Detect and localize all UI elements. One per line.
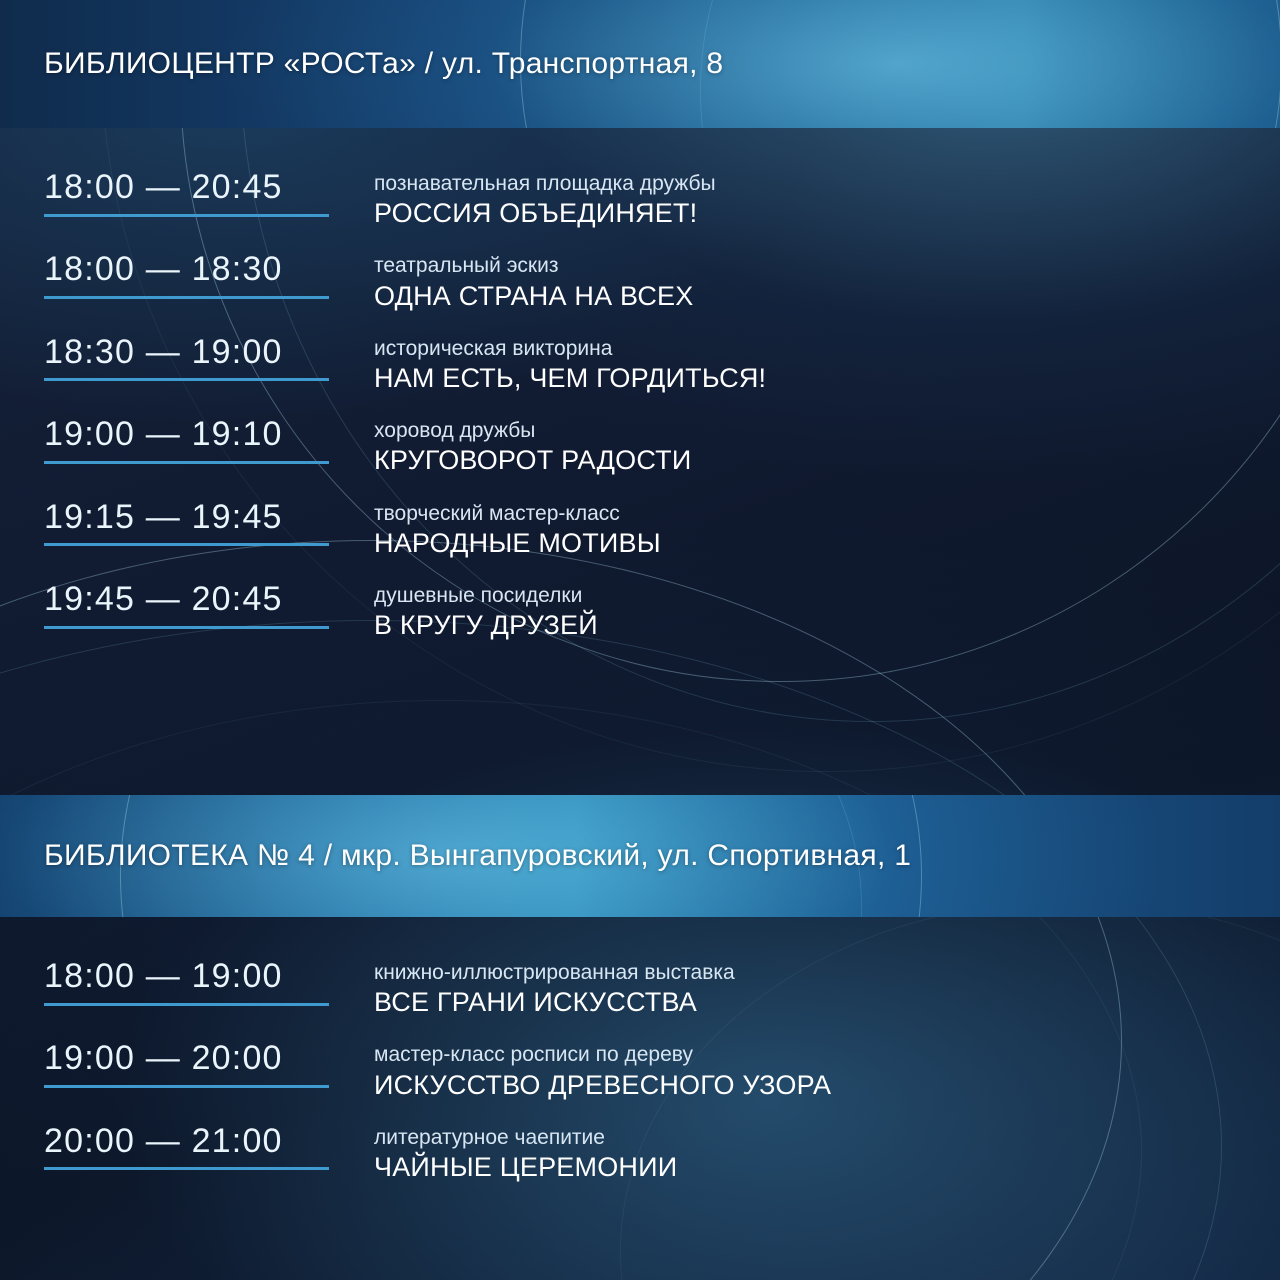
event-text-cell — [374, 580, 598, 640]
event-text-cell — [374, 168, 716, 228]
time-underline — [44, 214, 329, 217]
event-text-cell — [374, 1039, 831, 1099]
time-underline — [44, 543, 329, 546]
event-row — [44, 168, 1280, 228]
event-text-cell — [374, 415, 691, 475]
venue-schedule-2 — [0, 917, 1280, 1280]
event-kind: историческая викторина — [374, 336, 613, 360]
event-name: ИСКУССТВО ДРЕВЕСНОГО УЗОРА — [374, 1069, 832, 1100]
event-time-cell — [44, 168, 374, 217]
time-underline — [44, 1003, 329, 1006]
event-row — [44, 333, 1280, 393]
event-name: НАМ ЕСТЬ, ЧЕМ ГОРДИТЬСЯ! — [374, 362, 767, 393]
event-row — [44, 1122, 1280, 1182]
venue-title-1: БИБЛИОЦЕНТР «РОСТа» / ул. Транспортная, 8 — [44, 47, 724, 80]
event-kind: творческий мастер-класс — [374, 501, 620, 525]
event-time-cell — [44, 415, 374, 464]
event-time-cell — [44, 957, 374, 1006]
event-text-cell — [374, 333, 766, 393]
event-time: 19:45 — 20:45 — [44, 579, 283, 618]
time-underline — [44, 296, 329, 299]
event-kind: книжно-иллюстрированная выставка — [374, 961, 735, 984]
event-time: 19:00 — 20:00 — [44, 1039, 283, 1078]
event-name: ВСЕ ГРАНИ ИСКУССТВА — [374, 987, 697, 1018]
event-time: 18:00 — 20:45 — [44, 168, 283, 206]
event-row — [44, 580, 1280, 640]
event-time: 18:30 — 19:00 — [44, 332, 283, 371]
event-time: 19:15 — 19:45 — [44, 497, 283, 536]
event-kind: познавательная площадка дружбы — [374, 172, 716, 195]
event-kind: литературное чаепитие — [374, 1125, 605, 1149]
venue-header-band-2 — [0, 795, 1280, 917]
event-row — [44, 1039, 1280, 1099]
event-time-cell — [44, 580, 374, 629]
time-underline — [44, 1085, 329, 1088]
swirl-arc-decoration — [700, 0, 1280, 128]
event-time: 18:00 — 18:30 — [44, 250, 283, 289]
event-kind: душевные посиделки — [374, 583, 583, 607]
event-text-cell — [374, 1122, 677, 1182]
event-row — [44, 498, 1280, 558]
event-list-2 — [0, 917, 1280, 1182]
event-time-cell — [44, 498, 374, 547]
venue-schedule-1 — [0, 128, 1280, 795]
event-text-cell — [374, 957, 735, 1017]
event-row — [44, 957, 1280, 1017]
time-underline — [44, 378, 329, 381]
event-kind: хоровод дружбы — [374, 419, 536, 443]
event-row — [44, 250, 1280, 310]
event-name: В КРУГУ ДРУЗЕЙ — [374, 610, 598, 641]
event-name: КРУГОВОРОТ РАДОСТИ — [374, 445, 692, 476]
event-time: 18:00 — 19:00 — [44, 957, 283, 995]
event-text-cell — [374, 498, 661, 558]
event-name: ОДНА СТРАНА НА ВСЕХ — [374, 280, 694, 311]
time-underline — [44, 461, 329, 464]
event-name: РОССИЯ ОБЪЕДИНЯЕТ! — [374, 198, 698, 229]
event-name: ЧАЙНЫЕ ЦЕРЕМОНИИ — [374, 1151, 678, 1182]
event-kind: мастер-класс росписи по дереву — [374, 1043, 693, 1067]
event-time-cell — [44, 1039, 374, 1088]
venue-header-band-1 — [0, 0, 1280, 128]
venue-title-2: БИБЛИОТЕКА № 4 / мкр. Вынгапуровский, ул. Спортивная, 1 — [44, 839, 912, 872]
event-text-cell — [374, 250, 693, 310]
event-row — [44, 415, 1280, 475]
time-underline — [44, 1167, 329, 1170]
event-time-cell — [44, 250, 374, 299]
event-time: 19:00 — 19:10 — [44, 415, 283, 454]
event-time: 20:00 — 21:00 — [44, 1121, 283, 1160]
event-name: НАРОДНЫЕ МОТИВЫ — [374, 527, 661, 558]
event-kind: театральный эскиз — [374, 254, 559, 278]
event-time-cell — [44, 333, 374, 382]
event-time-cell — [44, 1122, 374, 1171]
event-list-1 — [0, 128, 1280, 640]
time-underline — [44, 626, 329, 629]
